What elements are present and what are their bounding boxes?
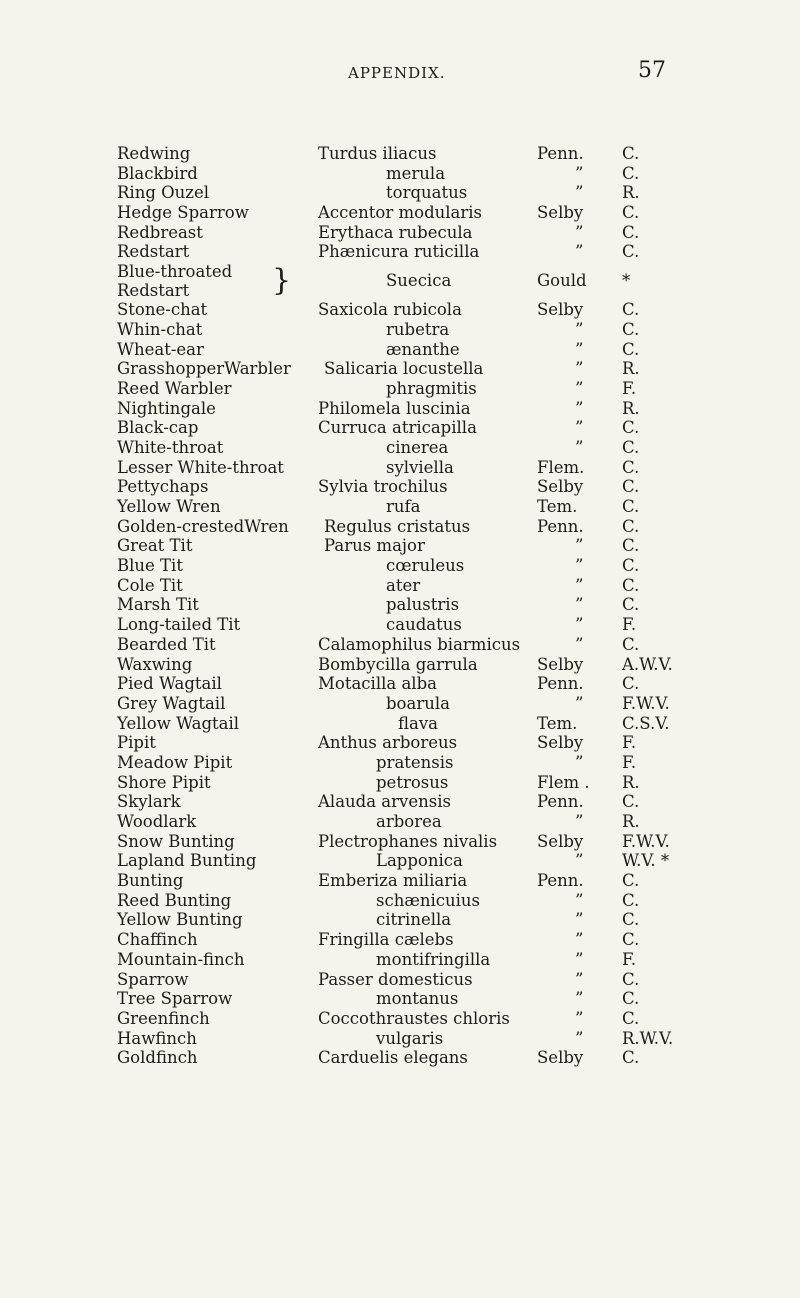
list-item bbox=[0, 989, 800, 1009]
status-code: C. bbox=[622, 910, 640, 930]
status-code: W.V. * bbox=[622, 851, 670, 871]
latin-name: montanus bbox=[376, 989, 459, 1009]
list-item bbox=[0, 418, 800, 438]
latin-name: phragmitis bbox=[386, 378, 477, 398]
common-name: Redstart bbox=[117, 242, 190, 262]
status-code: F.W.V. bbox=[622, 693, 670, 713]
status-code: C. bbox=[622, 969, 640, 989]
status-code: R. bbox=[622, 359, 640, 379]
authority: ” bbox=[575, 949, 584, 969]
latin-name: caudatus bbox=[386, 615, 462, 635]
latin-name: Coccothraustes chloris bbox=[318, 1008, 510, 1028]
common-name: Blackbird bbox=[117, 163, 198, 183]
common-name: Blue Tit bbox=[117, 556, 183, 576]
common-name: Redbreast bbox=[117, 222, 203, 242]
latin-name: Curruca atricapilla bbox=[318, 418, 477, 438]
common-name: Pettychaps bbox=[117, 477, 209, 497]
common-name: Lesser White-throat bbox=[117, 457, 284, 477]
common-name: Reed Warbler bbox=[117, 378, 232, 398]
latin-name: boarula bbox=[386, 693, 450, 713]
status-code: C. bbox=[622, 339, 640, 359]
list-item bbox=[0, 694, 800, 714]
latin-name: Philomela luscinia bbox=[318, 398, 471, 418]
status-code: C. bbox=[622, 1048, 640, 1068]
status-code: C. bbox=[622, 418, 640, 438]
latin-name: torquatus bbox=[386, 183, 468, 203]
common-name: Hawfinch bbox=[117, 1028, 197, 1048]
status-code: * bbox=[622, 271, 631, 291]
status-code: C. bbox=[622, 890, 640, 910]
authority: Penn. bbox=[537, 871, 584, 891]
list-item bbox=[0, 950, 800, 970]
list-item bbox=[0, 458, 800, 478]
status-code: F. bbox=[622, 752, 637, 772]
page-number: 57 bbox=[638, 58, 666, 83]
running-head: APPENDIX. bbox=[348, 64, 446, 82]
latin-name: Emberiza miliaria bbox=[318, 871, 468, 891]
authority: ” bbox=[575, 222, 584, 242]
authority: ” bbox=[575, 242, 584, 262]
status-code: C. bbox=[622, 575, 640, 595]
latin-name: Phænicura ruticilla bbox=[318, 242, 480, 262]
common-name: Shore Pipit bbox=[117, 772, 211, 792]
status-code: A.W.V. bbox=[622, 654, 673, 674]
list-item bbox=[0, 615, 800, 635]
latin-name: Lapponica bbox=[376, 851, 463, 871]
authority: ” bbox=[575, 536, 584, 556]
species-list bbox=[0, 144, 800, 1068]
status-code: R. bbox=[622, 772, 640, 792]
status-code: C. bbox=[622, 457, 640, 477]
list-item bbox=[0, 223, 800, 243]
common-name: Whin-chat bbox=[117, 319, 203, 339]
status-code: F. bbox=[622, 378, 637, 398]
status-code: C. bbox=[622, 144, 640, 163]
common-name: Cole Tit bbox=[117, 575, 183, 595]
page-header bbox=[0, 58, 800, 88]
list-item bbox=[0, 871, 800, 891]
list-item bbox=[0, 477, 800, 497]
common-name: Yellow Wagtail bbox=[117, 713, 240, 733]
authority: Selby bbox=[537, 733, 584, 753]
status-code: R. bbox=[622, 183, 640, 203]
authority: Flem . bbox=[537, 772, 590, 792]
status-code: C. bbox=[622, 497, 640, 516]
authority: ” bbox=[575, 693, 584, 713]
authority: ” bbox=[575, 752, 584, 772]
latin-name: Carduelis elegans bbox=[318, 1048, 468, 1068]
common-name: Lapland Bunting bbox=[117, 851, 257, 871]
latin-name: Plectrophanes nivalis bbox=[318, 831, 498, 851]
common-name: Wheat-ear bbox=[117, 339, 204, 359]
common-name: Pipit bbox=[117, 733, 156, 753]
authority: ” bbox=[575, 615, 584, 635]
latin-name: cinerea bbox=[386, 437, 449, 457]
list-item bbox=[0, 891, 800, 911]
status-code: C. bbox=[622, 477, 640, 497]
list-item bbox=[0, 379, 800, 399]
list-item bbox=[0, 164, 800, 184]
authority: Penn. bbox=[537, 674, 584, 694]
common-name: Stone-chat bbox=[117, 300, 208, 320]
authority: ” bbox=[575, 418, 584, 438]
latin-name: Calamophilus biarmicus bbox=[318, 634, 521, 654]
latin-name: palustris bbox=[386, 595, 460, 615]
list-item bbox=[0, 635, 800, 655]
list-item bbox=[0, 320, 800, 340]
common-name-line1: Blue-throated bbox=[117, 262, 233, 282]
status-code: C. bbox=[622, 437, 640, 457]
common-name: Bunting bbox=[117, 871, 184, 891]
latin-name: cœruleus bbox=[386, 556, 465, 576]
authority: Selby bbox=[537, 477, 584, 497]
common-name: Skylark bbox=[117, 792, 181, 812]
authority: ” bbox=[575, 575, 584, 595]
authority: Selby bbox=[537, 300, 584, 320]
list-item bbox=[0, 556, 800, 576]
authority: ” bbox=[575, 910, 584, 930]
authority: Selby bbox=[537, 1048, 584, 1068]
status-code: F. bbox=[622, 733, 637, 753]
common-name: Chaffinch bbox=[117, 930, 198, 950]
list-item bbox=[0, 1029, 800, 1049]
common-name: Reed Bunting bbox=[117, 890, 232, 910]
latin-name: arborea bbox=[376, 812, 442, 831]
common-name: Greenfinch bbox=[117, 1008, 210, 1028]
list-item bbox=[0, 183, 800, 203]
common-name: Black-cap bbox=[117, 418, 199, 438]
latin-name: Accentor modularis bbox=[318, 203, 483, 223]
common-name: Golden-crestedWren bbox=[117, 516, 289, 536]
list-item bbox=[0, 242, 800, 262]
common-name: Grey Wagtail bbox=[117, 693, 226, 713]
common-name: Long-tailed Tit bbox=[117, 615, 241, 635]
list-item bbox=[0, 1009, 800, 1029]
authority: ” bbox=[575, 556, 584, 576]
authority: ” bbox=[575, 359, 584, 379]
status-code: C. bbox=[622, 989, 640, 1009]
list-item bbox=[0, 792, 800, 812]
authority: ” bbox=[575, 437, 584, 457]
latin-name: rubetra bbox=[386, 319, 450, 339]
latin-name: Salicaria locustella bbox=[324, 359, 484, 379]
authority: ” bbox=[575, 339, 584, 359]
latin-name: Motacilla alba bbox=[318, 674, 437, 694]
status-code: C. bbox=[622, 930, 640, 950]
authority: ” bbox=[575, 634, 584, 654]
latin-name: schænicuius bbox=[376, 890, 480, 910]
latin-name: Turdus iliacus bbox=[318, 144, 437, 163]
common-name: Goldfinch bbox=[117, 1048, 198, 1068]
authority: Flem. bbox=[537, 457, 585, 477]
status-code: C. bbox=[622, 319, 640, 339]
authority: ” bbox=[575, 812, 584, 831]
latin-name: montifringilla bbox=[376, 949, 491, 969]
status-code: C. bbox=[622, 595, 640, 615]
latin-name: ænanthe bbox=[386, 339, 460, 359]
status-code: C. bbox=[622, 674, 640, 694]
status-code: C. bbox=[622, 536, 640, 556]
authority: ” bbox=[575, 1008, 584, 1028]
common-name: Yellow Wren bbox=[117, 497, 221, 516]
latin-name: merula bbox=[386, 163, 446, 183]
authority: ” bbox=[575, 989, 584, 1009]
authority: Selby bbox=[537, 203, 584, 223]
list-item bbox=[0, 930, 800, 950]
authority: ” bbox=[575, 398, 584, 418]
list-item bbox=[0, 674, 800, 694]
list-item bbox=[0, 340, 800, 360]
latin-name: flava bbox=[398, 713, 439, 733]
status-code: C. bbox=[622, 163, 640, 183]
authority: Selby bbox=[537, 654, 584, 674]
authority: ” bbox=[575, 163, 584, 183]
status-code: C. bbox=[622, 634, 640, 654]
common-name: Mountain-finch bbox=[117, 949, 245, 969]
authority: ” bbox=[575, 595, 584, 615]
latin-name: pratensis bbox=[376, 752, 454, 772]
list-item bbox=[0, 576, 800, 596]
list-item bbox=[0, 733, 800, 753]
common-name: Waxwing bbox=[117, 654, 193, 674]
authority: ” bbox=[575, 1028, 584, 1048]
latin-name: vulgaris bbox=[376, 1028, 444, 1048]
authority: Tem. bbox=[537, 713, 578, 733]
common-name: Great Tit bbox=[117, 536, 193, 556]
latin-name: Saxicola rubicola bbox=[318, 300, 462, 320]
latin-name: rufa bbox=[386, 497, 421, 516]
list-item bbox=[0, 359, 800, 379]
list-item bbox=[0, 832, 800, 852]
latin-name: citrinella bbox=[376, 910, 452, 930]
latin-name: Erythaca rubecula bbox=[318, 222, 473, 242]
status-code: C. bbox=[622, 556, 640, 576]
list-item bbox=[0, 203, 800, 223]
list-item bbox=[0, 438, 800, 458]
list-item bbox=[0, 1048, 800, 1068]
status-code: C. bbox=[622, 242, 640, 262]
common-name: Yellow Bunting bbox=[117, 910, 243, 930]
list-item bbox=[0, 536, 800, 556]
common-name: Meadow Pipit bbox=[117, 752, 233, 772]
list-item bbox=[0, 399, 800, 419]
status-code: C.S.V. bbox=[622, 713, 670, 733]
common-name: Tree Sparrow bbox=[117, 989, 233, 1009]
list-item bbox=[0, 970, 800, 990]
authority: ” bbox=[575, 890, 584, 910]
common-name-line2: Redstart bbox=[117, 281, 190, 301]
authority: Penn. bbox=[537, 792, 584, 812]
status-code: C. bbox=[622, 222, 640, 242]
common-name: Sparrow bbox=[117, 969, 189, 989]
common-name bbox=[117, 262, 232, 300]
list-item bbox=[0, 497, 800, 517]
latin-name: Fringilla cælebs bbox=[318, 930, 454, 950]
latin-name: Anthus arboreus bbox=[318, 733, 458, 753]
authority: Gould bbox=[537, 271, 587, 291]
list-item bbox=[0, 262, 800, 300]
latin-name: petrosus bbox=[376, 772, 449, 792]
common-name: Bearded Tit bbox=[117, 634, 216, 654]
latin-name: Alauda arvensis bbox=[318, 792, 451, 812]
common-name: Hedge Sparrow bbox=[117, 203, 249, 223]
status-code: R. bbox=[622, 812, 640, 831]
status-code: C. bbox=[622, 516, 640, 536]
status-code: F. bbox=[622, 615, 637, 635]
latin-name: sylviella bbox=[386, 457, 454, 477]
status-code: C. bbox=[622, 871, 640, 891]
authority: ” bbox=[575, 319, 584, 339]
status-code: R. bbox=[622, 398, 640, 418]
authority: Tem. bbox=[537, 497, 578, 516]
latin-name: Regulus cristatus bbox=[324, 516, 471, 536]
common-name: Redwing bbox=[117, 144, 191, 163]
list-item bbox=[0, 714, 800, 734]
status-code: C. bbox=[622, 792, 640, 812]
authority: ” bbox=[575, 378, 584, 398]
latin-name: Parus major bbox=[324, 536, 425, 556]
authority: ” bbox=[575, 969, 584, 989]
authority: ” bbox=[575, 851, 584, 871]
common-name: GrasshopperWarbler bbox=[117, 359, 291, 379]
latin-name: Sylvia trochilus bbox=[318, 477, 448, 497]
latin-name: Passer domesticus bbox=[318, 969, 473, 989]
common-name: White-throat bbox=[117, 437, 224, 457]
authority: ” bbox=[575, 183, 584, 203]
latin-name: Bombycilla garrula bbox=[318, 654, 478, 674]
common-name: Snow Bunting bbox=[117, 831, 235, 851]
list-item bbox=[0, 910, 800, 930]
common-name: Nightingale bbox=[117, 398, 216, 418]
list-item bbox=[0, 517, 800, 537]
authority: ” bbox=[575, 930, 584, 950]
status-code: C. bbox=[622, 300, 640, 320]
latin-name: ater bbox=[386, 575, 421, 595]
common-name: Pied Wagtail bbox=[117, 674, 222, 694]
list-item bbox=[0, 655, 800, 675]
status-code: C. bbox=[622, 203, 640, 223]
list-item bbox=[0, 753, 800, 773]
status-code: F.W.V. bbox=[622, 831, 670, 851]
brace-icon: } bbox=[272, 263, 292, 299]
status-code: C. bbox=[622, 1008, 640, 1028]
common-name: Marsh Tit bbox=[117, 595, 199, 615]
latin-name: Suecica bbox=[386, 271, 452, 291]
authority: Penn. bbox=[537, 516, 584, 536]
status-code: F. bbox=[622, 949, 637, 969]
list-item bbox=[0, 773, 800, 793]
status-code: R.W.V. bbox=[622, 1028, 674, 1048]
common-name: Ring Ouzel bbox=[117, 183, 210, 203]
list-item bbox=[0, 300, 800, 320]
list-item bbox=[0, 851, 800, 871]
common-name: Woodlark bbox=[117, 812, 197, 831]
authority: Penn. bbox=[537, 144, 584, 163]
list-item bbox=[0, 812, 800, 832]
list-item bbox=[0, 144, 800, 164]
authority: Selby bbox=[537, 831, 584, 851]
list-item bbox=[0, 595, 800, 615]
